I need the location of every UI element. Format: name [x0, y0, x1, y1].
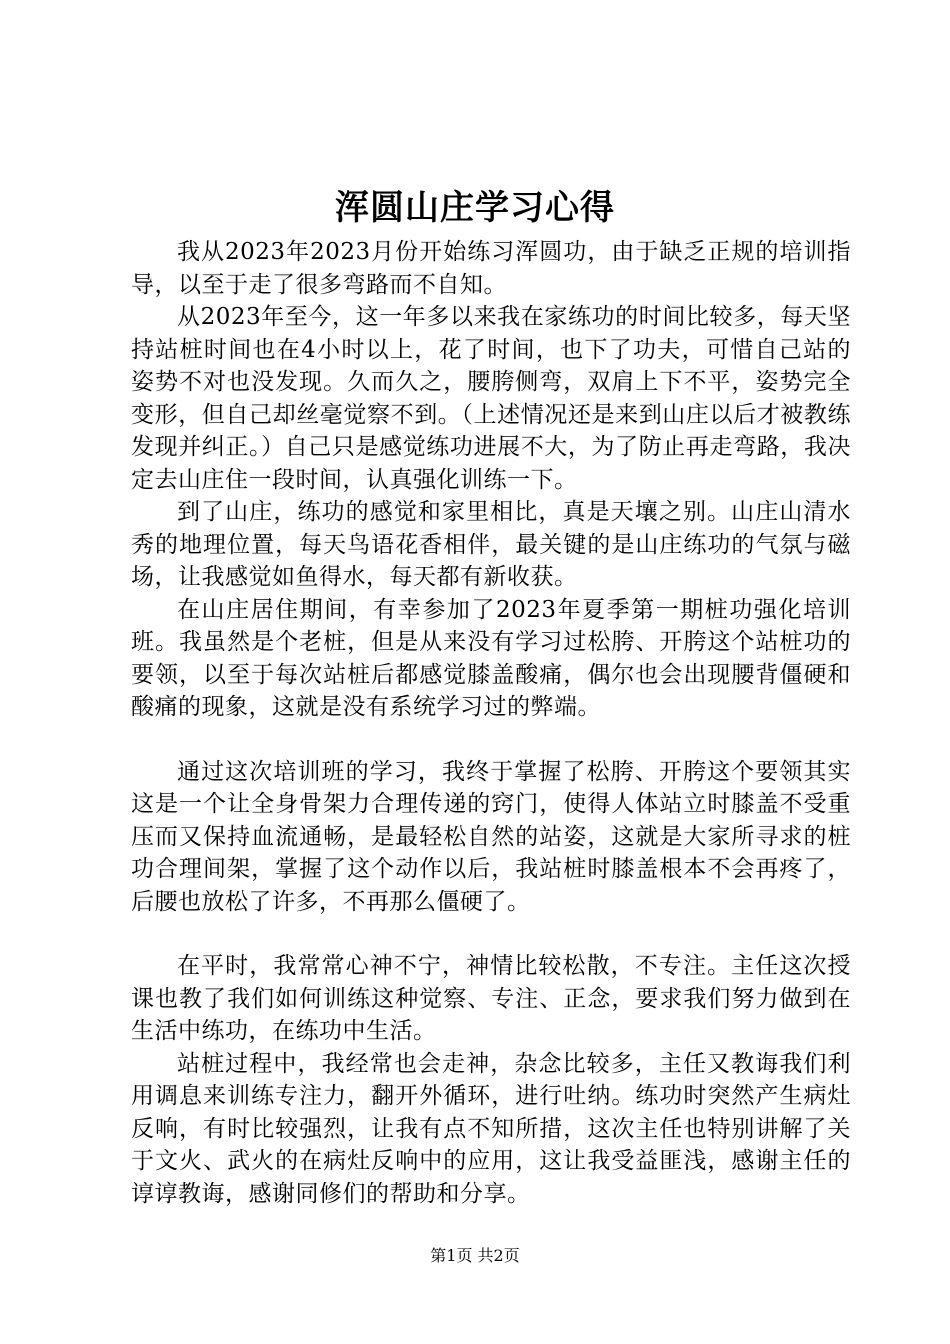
- paragraph-3: 到了山庄，练功的感觉和家里相比，真是天壤之别。山庄山清水秀的地理位置，每天鸟语花香相伴，最关键的是山庄练功的气氛与磁场，让我感觉如鱼得水，每天都有新收获。: [131, 499, 851, 590]
- page-title: 浑圆山庄学习心得: [335, 188, 615, 228]
- paragraph-1: 我从2023年2023月份开始练习浑圆功，由于缺乏正规的培训指导，以至于走了很多弯路而不自知。: [131, 239, 851, 298]
- paragraph-5: 通过这次培训班的学习，我终于掌握了松胯、开胯这个要领其实这是一个让全身骨架力合理传递的窍门，使得人体站立时膝盖不受重压而又保持血流通畅，是最轻松自然的站姿，这就是大家所寻求的桩功合理间架，掌握了这个动作以后，我站桩时膝盖根本不会再疼了，后腰也放松了许多，不再那么僵硬了。: [131, 758, 851, 915]
- document-body: [131, 236, 851, 1210]
- paragraph-4: 在山庄居住期间，有幸参加了2023年夏季第一期桩功强化培训班。我虽然是个老桩，但是从来没有学习过松胯、开胯这个站桩功的要领，以至于每次站桩后都感觉膝盖酸痛，偶尔也会出现腰背僵硬和酸痛的现象，这就是没有系统学习过的弊端。: [131, 596, 851, 720]
- paragraph-7: 站桩过程中，我经常也会走神，杂念比较多，主任又教诲我们利用调息来训练专注力，翻开外循环，进行吐纳。练功时突然产生病灶反响，有时比较强烈，让我有点不知所措，这次主任也特别讲解了关于文火、武火的在病灶反响中的应用，这让我受益匪浅，感谢主任的谆谆教诲，感谢同修们的帮助和分享。: [131, 1050, 851, 1207]
- paragraph-2: 从2023年至今，这一年多以来我在家练功的时间比较多，每天坚持站桩时间也在4小时以上，花了时间，也下了功夫，可惜自己站的姿势不对也没发现。久而久之，腰胯侧弯，双肩上下不平，姿势完全变形，但自己却丝毫觉察不到。（上述情况还是来到山庄以后才被教练发现并纠正。）自己只是感觉练功进展不大，为了防止再走弯路，我决定去山庄住一段时间，认真强化训练一下。: [131, 304, 851, 493]
- paragraph-6: 在平时，我常常心神不宁，神情比较松散，不专注。主任这次授课也教了我们如何训练这种觉察、专注、正念，要求我们努力做到在生活中练功，在练功中生活。: [131, 953, 851, 1044]
- page-footer: 第1页 共2页: [430, 1246, 520, 1265]
